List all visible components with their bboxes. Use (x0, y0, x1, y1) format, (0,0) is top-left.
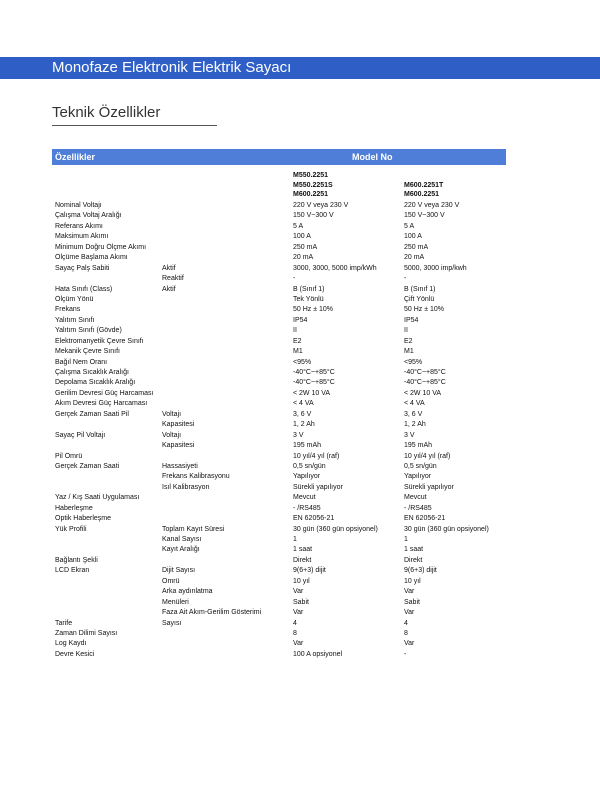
spec-value-b: 0,5 sn/gün (404, 462, 437, 470)
table-row (0, 514, 600, 524)
spec-subname: Isıl Kalibrasyon (162, 483, 210, 491)
spec-value-b: 5000, 3000 imp/kwh (404, 264, 467, 272)
spec-value-a: -40°C~+85°C (293, 369, 335, 376)
table-row (0, 545, 600, 555)
spec-name: Referans Akımı (55, 222, 103, 230)
spec-value-b: 8 (404, 629, 408, 637)
table-row (0, 629, 600, 639)
spec-subname: Faza Ait Akım-Gerilim Gösterimi (162, 609, 262, 617)
spec-name: Maksimum Akımı (55, 233, 109, 241)
section-divider (52, 125, 217, 126)
table-row (0, 222, 600, 232)
spec-value-b: M1 (404, 348, 414, 356)
table-row (0, 358, 600, 368)
spec-name: Haberleşme (55, 504, 93, 512)
table-row (0, 556, 600, 566)
model-number: M550.2251S (293, 181, 333, 189)
spec-value-a: EN 62056-21 (293, 515, 335, 523)
spec-name: Depolama Sıcaklık Aralığı (55, 379, 136, 387)
spec-subname: Ömrü (162, 577, 180, 585)
table-row (0, 535, 600, 545)
spec-value-a: Mevcut (293, 494, 316, 502)
spec-value-a: 100 A opsiyonel (293, 650, 343, 658)
table-row (0, 431, 600, 441)
spec-value-a: <95% (293, 358, 312, 366)
table-row (0, 639, 600, 649)
table-row (0, 201, 600, 211)
spec-value-a: 3, 6 V (293, 410, 312, 418)
table-row (0, 650, 600, 660)
spec-value-b: 1 saat (404, 546, 424, 554)
spec-value-a: - /RS485 (293, 504, 321, 512)
spec-subname: Voltajı (162, 410, 182, 418)
table-row (0, 493, 600, 503)
spec-value-b: Çift Yönlü (404, 295, 435, 303)
spec-value-b: II (404, 327, 408, 335)
table-row (0, 399, 600, 409)
table-row (0, 525, 600, 535)
spec-subname: Reaktif (162, 275, 184, 283)
spec-value-b: EN 62056-21 (404, 515, 446, 523)
spec-subname: Voltajı (162, 431, 182, 439)
spec-name: Yük Profili (55, 525, 87, 533)
table-row (0, 472, 600, 482)
spec-name: Gerçek Zaman Saati Pil (55, 410, 129, 418)
model-number: M550.2251 (293, 172, 329, 179)
spec-name: Zaman Dilimi Sayısı (55, 629, 118, 637)
spec-value-a: 195 mAh (293, 442, 322, 450)
model-number: M600.2251T (404, 181, 444, 189)
spec-value-a: 1, 2 Ah (293, 421, 315, 429)
model-number: M600.2251 (293, 191, 329, 198)
spec-name: LCD Ekran (55, 567, 90, 575)
spec-value-b: 50 Hz ± 10% (404, 306, 445, 314)
table-row (0, 452, 600, 462)
spec-subname: Menüleri (162, 598, 189, 606)
spec-value-a: 1 saat (293, 546, 313, 554)
spec-value-b: IP54 (404, 316, 419, 324)
model-list-a (293, 171, 333, 200)
spec-table (0, 201, 600, 660)
spec-value-b: E2 (404, 337, 413, 345)
spec-value-b: 1, 2 Ah (404, 421, 426, 429)
spec-value-b: 4 (404, 619, 408, 627)
table-row (0, 337, 600, 347)
table-row (0, 462, 600, 472)
spec-subname: Toplam Kayıt Süresi (162, 525, 225, 533)
spec-name: Optik Haberleşme (55, 515, 112, 523)
spec-name: Çalışma Sıcaklık Aralığı (55, 369, 129, 376)
spec-name: Frekans (55, 306, 81, 314)
spec-value-b: 3 V (404, 431, 415, 439)
spec-name: Devre Kesici (55, 650, 95, 658)
table-row (0, 211, 600, 221)
spec-name: Hata Sınıfı (Class) (55, 285, 113, 293)
table-row (0, 368, 600, 378)
spec-subname: Kapasitesi (162, 421, 195, 429)
spec-value-b: Mevcut (404, 494, 427, 502)
spec-value-a: Sabit (293, 598, 309, 606)
table-row (0, 378, 600, 388)
spec-value-b: 195 mAh (404, 442, 433, 450)
spec-name: Gerilim Devresi Güç Harcaması (55, 389, 154, 397)
spec-value-a: 3000, 3000, 5000 imp/kWh (293, 264, 377, 272)
spec-name: Yalıtım Sınıfı (Gövde) (55, 327, 122, 335)
table-row (0, 232, 600, 242)
spec-name: Yaz / Kış Saati Uygulaması (55, 494, 140, 502)
spec-value-a: Yapılıyor (293, 473, 321, 481)
spec-name: Bağıl Nem Oranı (55, 358, 108, 366)
title-banner (0, 57, 600, 79)
table-row (0, 326, 600, 336)
spec-subname: Aktif (162, 285, 176, 293)
spec-value-b: Yapılıyor (404, 473, 432, 481)
spec-value-b: < 2W 10 VA (404, 389, 442, 397)
table-row (0, 243, 600, 253)
spec-value-b: 5 A (404, 222, 415, 230)
table-row (0, 316, 600, 326)
spec-value-b: 220 V veya 230 V (404, 202, 460, 209)
spec-value-b: -40°C~+85°C (404, 379, 446, 387)
spec-value-a: E2 (293, 337, 302, 345)
table-row (0, 274, 600, 284)
spec-value-b: 250 mA (404, 243, 429, 251)
spec-value-b: B (Sınıf 1) (404, 285, 436, 293)
spec-value-a: 50 Hz ± 10% (293, 306, 334, 314)
spec-value-b: Var (404, 609, 415, 617)
table-row (0, 587, 600, 597)
spec-value-a: 3 V (293, 431, 304, 439)
page-title: Monofaze Elektronik Elektrik Sayacı (52, 59, 292, 76)
spec-value-a: Direkt (293, 556, 312, 564)
spec-value-a: 8 (293, 629, 297, 637)
spec-value-a: 100 A (293, 233, 311, 241)
table-row (0, 295, 600, 305)
spec-name: Bağlantı Şekli (55, 556, 98, 564)
table-row (0, 483, 600, 493)
spec-name: Akım Devresi Güç Harcaması (55, 400, 148, 408)
spec-value-a: 5 A (293, 222, 304, 230)
spec-value-a: 150 V~300 V (293, 212, 334, 220)
spec-subname: Frekans Kalibrasyonu (162, 473, 230, 481)
spec-subname: Arka aydınlatma (162, 588, 213, 596)
header-model-no: Model No (352, 152, 393, 162)
table-row (0, 566, 600, 576)
spec-value-b: - (404, 650, 407, 658)
spec-value-b: Sürekli yapılıyor (404, 483, 454, 491)
table-row (0, 598, 600, 608)
spec-value-a: IP54 (293, 316, 308, 324)
spec-name: Sayaç Palş Sabiti (55, 264, 110, 272)
spec-value-a: 0,5 sn/gün (293, 462, 326, 470)
table-row (0, 389, 600, 399)
spec-name: Gerçek Zaman Saati (55, 462, 120, 470)
spec-value-b: 9(6+3) dijit (404, 567, 437, 575)
spec-value-a: -40°C~+85°C (293, 379, 335, 387)
spec-value-a: 20 mA (293, 254, 314, 262)
spec-value-a: 220 V veya 230 V (293, 202, 349, 209)
spec-value-a: M1 (293, 348, 303, 356)
spec-name: Pil Ömrü (55, 452, 83, 460)
table-row (0, 264, 600, 274)
spec-value-a: Var (293, 640, 304, 648)
model-number: M600.2251 (404, 191, 440, 198)
spec-value-a: - (293, 275, 296, 283)
spec-value-b: Var (404, 640, 415, 648)
spec-value-b: 150 V~300 V (404, 212, 445, 220)
header-features: Özellikler (55, 152, 96, 162)
spec-value-a: < 4 VA (293, 400, 314, 408)
spec-value-a: Sürekli yapılıyor (293, 483, 343, 491)
table-row (0, 305, 600, 315)
table-row (0, 253, 600, 263)
spec-value-a: Var (293, 588, 304, 596)
spec-value-b: 20 mA (404, 254, 425, 262)
table-row (0, 577, 600, 587)
table-row (0, 285, 600, 295)
spec-value-a: 30 gün (360 gün opsiyonel) (293, 525, 378, 533)
spec-value-a: 1 (293, 536, 297, 543)
spec-value-b: - /RS485 (404, 504, 432, 512)
spec-value-b: 1 (404, 536, 408, 543)
spec-name: Ölçüm Yönü (55, 295, 94, 303)
spec-value-a: 250 mA (293, 243, 318, 251)
spec-value-b: 30 gün (360 gün opsiyonel) (404, 525, 489, 533)
spec-subname: Kayıt Aralığı (162, 546, 200, 554)
spec-value-b: 10 yıl/4 yıl (raf) (404, 452, 451, 460)
spec-value-b: Sabit (404, 598, 420, 606)
spec-subname: Dijit Sayısı (162, 567, 196, 575)
spec-subname: Kanal Sayısı (162, 536, 202, 543)
table-row (0, 608, 600, 618)
table-row (0, 619, 600, 629)
spec-name: Nominal Voltajı (55, 202, 102, 209)
table-row (0, 347, 600, 357)
spec-value-b: <95% (404, 358, 423, 366)
spec-value-b: Direkt (404, 556, 423, 564)
model-list-b (404, 181, 443, 200)
table-row (0, 420, 600, 430)
spec-value-a: B (Sınıf 1) (293, 285, 325, 293)
spec-value-a: 4 (293, 619, 297, 627)
spec-value-b: Var (404, 588, 415, 596)
spec-value-b: < 4 VA (404, 400, 425, 408)
spec-name: Çalışma Voltaj Aralığı (55, 212, 122, 220)
table-row (0, 410, 600, 420)
table-header (52, 149, 506, 165)
table-row (0, 441, 600, 451)
spec-value-b: - (404, 275, 407, 283)
spec-value-a: < 2W 10 VA (293, 389, 331, 397)
spec-name: Minimum Doğru Ölçme Akımı (55, 243, 147, 251)
spec-value-a: 10 yıl (293, 577, 310, 585)
spec-subname: Sayısı (162, 619, 182, 627)
spec-value-b: 100 A (404, 233, 422, 241)
spec-value-b: 10 yıl (404, 577, 421, 585)
spec-value-a: Tek Yönlü (293, 295, 324, 303)
spec-name: Ölçüme Başlama Akımı (55, 254, 128, 262)
spec-subname: Aktif (162, 264, 176, 272)
spec-value-a: II (293, 327, 297, 335)
section-title: Teknik Özellikler (52, 104, 161, 121)
spec-name: Log Kaydı (55, 640, 87, 648)
spec-name: Elektromanyetik Çevre Sınıfı (55, 337, 144, 345)
spec-value-b: 3, 6 V (404, 410, 423, 418)
spec-value-a: 10 yıl/4 yıl (raf) (293, 452, 340, 460)
spec-name: Tarife (55, 619, 73, 627)
spec-value-b: -40°C~+85°C (404, 369, 446, 376)
spec-subname: Kapasitesi (162, 442, 195, 450)
spec-subname: Hassasiyeti (162, 462, 198, 470)
spec-value-a: 9(6+3) dijit (293, 567, 326, 575)
spec-name: Sayaç Pil Voltajı (55, 431, 106, 439)
spec-name: Mekanik Çevre Sınıfı (55, 348, 120, 356)
spec-name: Yalıtım Sınıfı (55, 316, 95, 324)
table-row (0, 504, 600, 514)
spec-value-a: Var (293, 609, 304, 617)
